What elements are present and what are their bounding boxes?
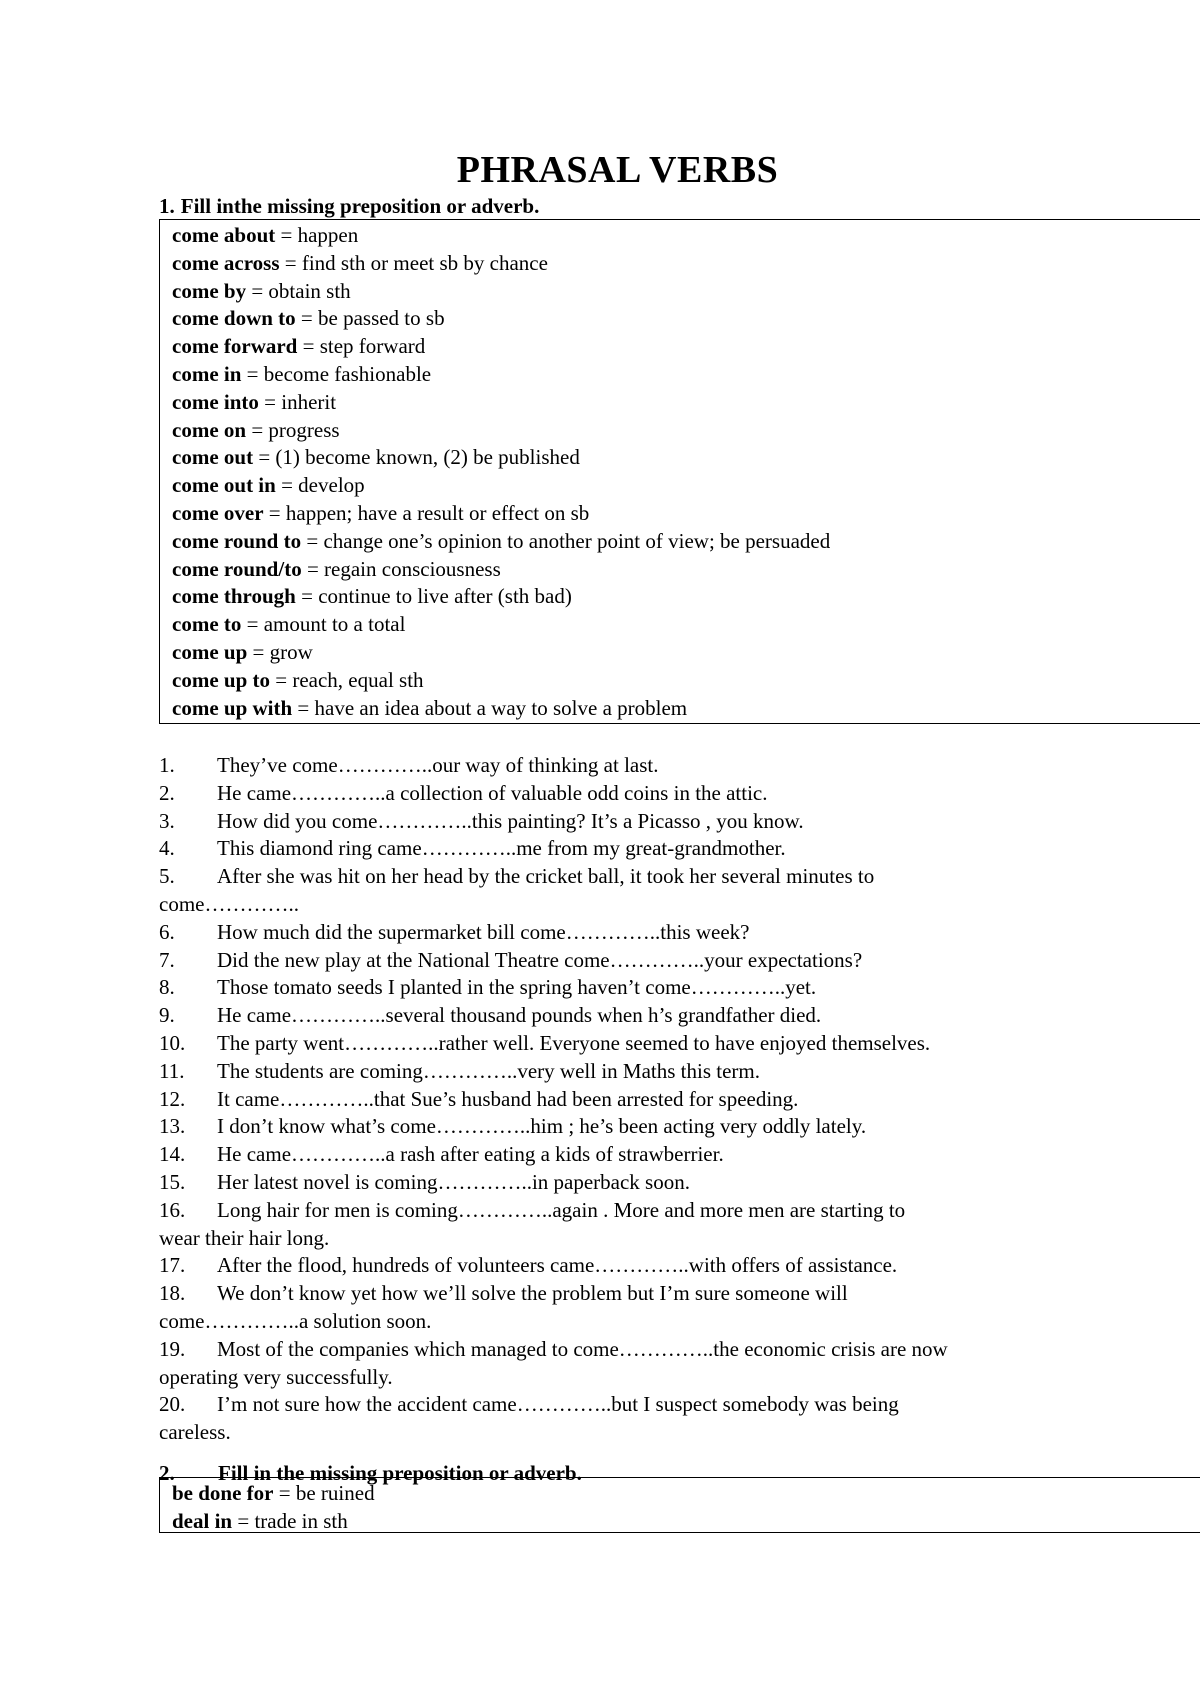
exercise-number: 20. bbox=[159, 1392, 186, 1417]
phrasal-verb-term: come up to bbox=[172, 667, 270, 692]
exercise-text: He came…………..a collection of valuable odd coins in the attic. bbox=[217, 780, 768, 805]
phrasal-verb-meaning: = trade in sth bbox=[232, 1508, 348, 1533]
section-heading-text: Fill in the missing preposition or adverb. bbox=[218, 1461, 582, 1485]
exercise-continuation: come…………..a solution soon. bbox=[159, 1308, 432, 1333]
exercise-number: 16. bbox=[159, 1197, 186, 1222]
exercise-item bbox=[159, 808, 1079, 836]
phrasal-verb-term: come round to bbox=[172, 528, 302, 553]
exercise-text: The party went…………..rather well. Everyone seemed to have enjoyed themselves. bbox=[217, 1030, 931, 1055]
exercise-item bbox=[159, 1252, 1079, 1280]
definition-line bbox=[172, 639, 1200, 667]
exercise-text: This diamond ring came…………..me from my great-grandmother. bbox=[217, 836, 786, 861]
definition-line bbox=[172, 417, 1200, 445]
definition-line bbox=[172, 695, 1200, 723]
phrasal-verb-term: come to bbox=[172, 612, 242, 637]
exercise-item bbox=[159, 974, 1079, 1002]
phrasal-verb-meaning: = find sth or meet sb by chance bbox=[279, 250, 548, 275]
phrasal-verb-term: come into bbox=[172, 389, 259, 414]
definition-line bbox=[172, 583, 1200, 611]
exercise-item bbox=[159, 780, 1079, 808]
exercise-item bbox=[159, 835, 1079, 863]
exercise-text: The students are coming…………..very well in Maths this term. bbox=[217, 1058, 760, 1083]
exercise-number: 1. bbox=[159, 753, 175, 777]
phrasal-verb-meaning: = reach, equal sth bbox=[270, 667, 424, 692]
exercise-number: 9. bbox=[159, 1003, 175, 1028]
exercise-text: They’ve come…………..our way of thinking at last. bbox=[217, 753, 659, 777]
exercise-continuation: operating very successfully. bbox=[159, 1364, 393, 1389]
section-number: 1. bbox=[159, 194, 175, 218]
phrasal-verb-term: come about bbox=[172, 223, 276, 247]
exercise-item bbox=[159, 1197, 1079, 1225]
exercise-number: 3. bbox=[159, 808, 175, 833]
exercise-number: 12. bbox=[159, 1086, 186, 1111]
phrasal-verb-meaning: = step forward bbox=[297, 334, 426, 359]
section-1-heading bbox=[159, 192, 539, 220]
exercise-continuation: wear their hair long. bbox=[159, 1225, 330, 1250]
section-heading-text: Fill inthe missing preposition or adverb. bbox=[180, 194, 540, 218]
exercise-continuation: careless. bbox=[159, 1420, 231, 1445]
page-title: PHRASAL VERBS bbox=[456, 149, 779, 191]
exercise-number: 7. bbox=[159, 947, 175, 972]
definition-line bbox=[172, 1508, 1200, 1536]
phrasal-verb-term: deal in bbox=[172, 1508, 233, 1533]
definition-line bbox=[172, 250, 1200, 278]
exercise-continuation: come………….. bbox=[159, 891, 299, 916]
definition-line bbox=[172, 1480, 1200, 1508]
exercise-text: Her latest novel is coming…………..in paperback soon. bbox=[217, 1169, 690, 1194]
phrasal-verb-meaning: = grow bbox=[247, 639, 313, 664]
exercise-item bbox=[159, 1113, 1079, 1141]
phrasal-verb-term: come through bbox=[172, 584, 296, 609]
exercise-text: Those tomato seeds I planted in the spring haven’t come…………..yet. bbox=[217, 975, 817, 1000]
phrasal-verb-term: be done for bbox=[172, 1481, 274, 1505]
exercise-text: How much did the supermarket bill come…………..this week? bbox=[217, 919, 750, 944]
phrasal-verb-meaning: = inherit bbox=[258, 389, 337, 414]
phrasal-verb-meaning: = have an idea about a way to solve a problem bbox=[292, 695, 688, 720]
exercise-number: 6. bbox=[159, 919, 175, 944]
exercise-item bbox=[159, 1336, 1079, 1364]
phrasal-verb-term: come round/to bbox=[172, 556, 302, 581]
exercise-number: 14. bbox=[159, 1142, 186, 1167]
exercise-number: 2. bbox=[159, 780, 175, 805]
phrasal-verb-meaning: = regain consciousness bbox=[301, 556, 501, 581]
phrasal-verb-term: come up bbox=[172, 639, 248, 664]
definitions-box-2 bbox=[159, 1477, 1200, 1533]
definition-line bbox=[172, 556, 1200, 584]
definition-line bbox=[172, 333, 1200, 361]
exercise-item bbox=[159, 947, 1079, 975]
phrasal-verb-meaning: = be ruined bbox=[273, 1481, 375, 1505]
exercise-number: 4. bbox=[159, 836, 175, 861]
phrasal-verb-term: come out in bbox=[172, 473, 276, 498]
exercise-item bbox=[159, 1058, 1079, 1086]
phrasal-verb-term: come over bbox=[172, 500, 264, 525]
definition-line bbox=[172, 389, 1200, 417]
exercise-number: 10. bbox=[159, 1030, 186, 1055]
exercise-item bbox=[159, 1169, 1079, 1197]
phrasal-verb-term: come by bbox=[172, 278, 247, 303]
exercise-item bbox=[159, 1002, 1079, 1030]
exercise-text: It came…………..that Sue’s husband had been arrested for speeding. bbox=[217, 1086, 799, 1111]
phrasal-verb-term: come on bbox=[172, 417, 247, 442]
phrasal-verb-term: come down to bbox=[172, 306, 296, 331]
phrasal-verb-meaning: = happen bbox=[275, 223, 359, 247]
definition-line bbox=[172, 528, 1200, 556]
definition-line bbox=[172, 611, 1200, 639]
exercise-text: After she was hit on her head by the cricket ball, it took her several minutes to bbox=[217, 864, 875, 889]
exercise-number: 17. bbox=[159, 1253, 186, 1278]
exercise-item bbox=[159, 1141, 1079, 1169]
exercise-text: How did you come…………..this painting? It’s a Picasso , you know. bbox=[217, 808, 804, 833]
exercise-number: 5. bbox=[159, 864, 175, 889]
phrasal-verb-meaning: = become fashionable bbox=[241, 361, 432, 386]
definitions-box-1 bbox=[159, 219, 1200, 724]
definition-line bbox=[172, 222, 1200, 250]
exercise-number: 11. bbox=[159, 1058, 185, 1083]
exercise-list bbox=[159, 752, 1079, 1447]
exercise-number: 19. bbox=[159, 1336, 186, 1361]
exercise-text: Long hair for men is coming…………..again . More and more men are starting to bbox=[217, 1197, 906, 1222]
exercise-item bbox=[159, 1086, 1079, 1114]
exercise-text: After the flood, hundreds of volunteers came…………..with offers of assistance. bbox=[217, 1253, 898, 1278]
exercise-item bbox=[159, 752, 1079, 780]
exercise-text: Did the new play at the National Theatre come…………..your expectations? bbox=[217, 947, 863, 972]
definition-line bbox=[172, 667, 1200, 695]
phrasal-verb-meaning: = develop bbox=[275, 473, 365, 498]
exercise-text: I’m not sure how the accident came…………..but I suspect somebody was being bbox=[217, 1392, 899, 1417]
phrasal-verb-meaning: = amount to a total bbox=[241, 612, 406, 637]
phrasal-verb-meaning: = change one’s opinion to another point of view; be persuaded bbox=[301, 528, 831, 553]
exercise-number: 18. bbox=[159, 1281, 186, 1306]
exercise-item bbox=[159, 1030, 1079, 1058]
section-number: 2. bbox=[159, 1461, 175, 1485]
exercise-text: He came…………..a rash after eating a kids of strawberrier. bbox=[217, 1142, 724, 1167]
definition-line bbox=[172, 472, 1200, 500]
phrasal-verb-term: come in bbox=[172, 361, 242, 386]
phrasal-verb-meaning: = continue to live after (sth bad) bbox=[295, 584, 572, 609]
definition-line bbox=[172, 361, 1200, 389]
phrasal-verb-meaning: = progress bbox=[246, 417, 340, 442]
exercise-text: We don’t know yet how we’ll solve the problem but I’m sure someone will bbox=[217, 1281, 848, 1306]
exercise-text: I don’t know what’s come…………..him ; he’s been acting very oddly lately. bbox=[217, 1114, 867, 1139]
exercise-item bbox=[159, 1391, 1079, 1419]
definition-line bbox=[172, 305, 1200, 333]
exercise-text: He came…………..several thousand pounds when h’s grandfather died. bbox=[217, 1003, 822, 1028]
exercise-number: 8. bbox=[159, 975, 175, 1000]
definition-line bbox=[172, 500, 1200, 528]
exercise-number: 15. bbox=[159, 1169, 186, 1194]
definition-line bbox=[172, 278, 1200, 306]
phrasal-verb-term: come out bbox=[172, 445, 254, 470]
exercise-item bbox=[159, 919, 1079, 947]
phrasal-verb-term: come forward bbox=[172, 334, 298, 359]
exercise-text: Most of the companies which managed to come…………..the economic crisis are now bbox=[217, 1336, 948, 1361]
phrasal-verb-term: come across bbox=[172, 250, 280, 275]
exercise-item bbox=[159, 1280, 1079, 1308]
definition-line bbox=[172, 444, 1200, 472]
phrasal-verb-meaning: = (1) become known, (2) be published bbox=[253, 445, 580, 470]
exercise-item bbox=[159, 863, 1079, 891]
phrasal-verb-meaning: = happen; have a result or effect on sb bbox=[263, 500, 590, 525]
phrasal-verb-meaning: = be passed to sb bbox=[295, 306, 445, 331]
phrasal-verb-term: come up with bbox=[172, 695, 293, 720]
phrasal-verb-meaning: = obtain sth bbox=[246, 278, 351, 303]
exercise-number: 13. bbox=[159, 1114, 186, 1139]
